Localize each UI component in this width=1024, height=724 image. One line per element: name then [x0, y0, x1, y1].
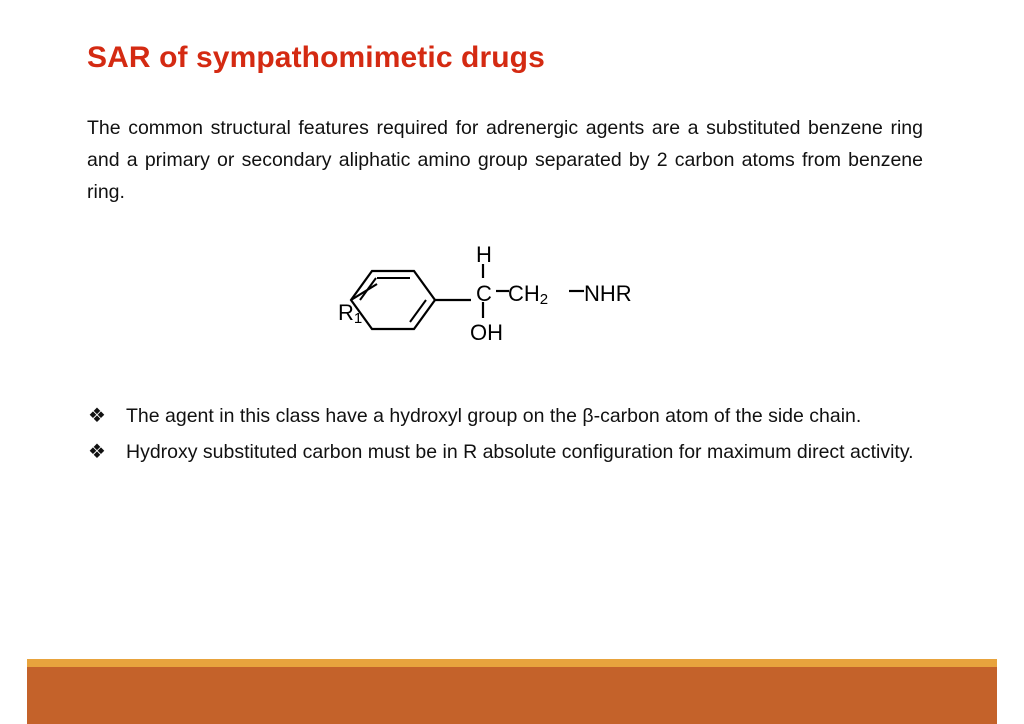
intro-paragraph: The common structural features required for adrenergic agents are a substituted benzene ring and a primary or secondary aliphatic amino group separated by 2 carbon atoms from benzene ring. — [87, 117, 923, 203]
label-methylene-text: CH — [508, 281, 540, 306]
label-methylene-subscript: 2 — [539, 291, 549, 308]
list-item — [88, 436, 918, 468]
footer-band — [27, 667, 997, 724]
bullet-marker-icon: ❖ — [88, 405, 106, 427]
bullet-text: Hydroxy substituted carbon must be in R absolute configuration for maximum direct activity. — [126, 441, 914, 463]
label-hydroxyl: OH — [470, 320, 503, 345]
label-r1-subscript: 1 — [353, 310, 363, 327]
page-title: SAR of sympathomimetic drugs — [87, 41, 545, 74]
label-amine: NHR — [584, 281, 632, 306]
label-carbon: C — [476, 281, 492, 306]
footer-accent-bar — [27, 659, 997, 667]
chemical-structure-diagram — [330, 238, 690, 368]
label-r1-text: R — [338, 300, 354, 325]
bullet-text: The agent in this class have a hydroxyl group on the β-carbon atom of the side chain. — [126, 405, 862, 427]
ring-double-bond-right — [410, 300, 426, 322]
bullet-list — [88, 400, 918, 472]
benzene-ring — [351, 271, 435, 329]
label-r1-substituent — [338, 300, 362, 327]
bullet-marker-icon: ❖ — [88, 441, 106, 463]
label-hydrogen: H — [476, 242, 492, 267]
label-methylene — [508, 281, 548, 308]
list-item — [88, 400, 918, 432]
r1-bond — [351, 284, 377, 300]
